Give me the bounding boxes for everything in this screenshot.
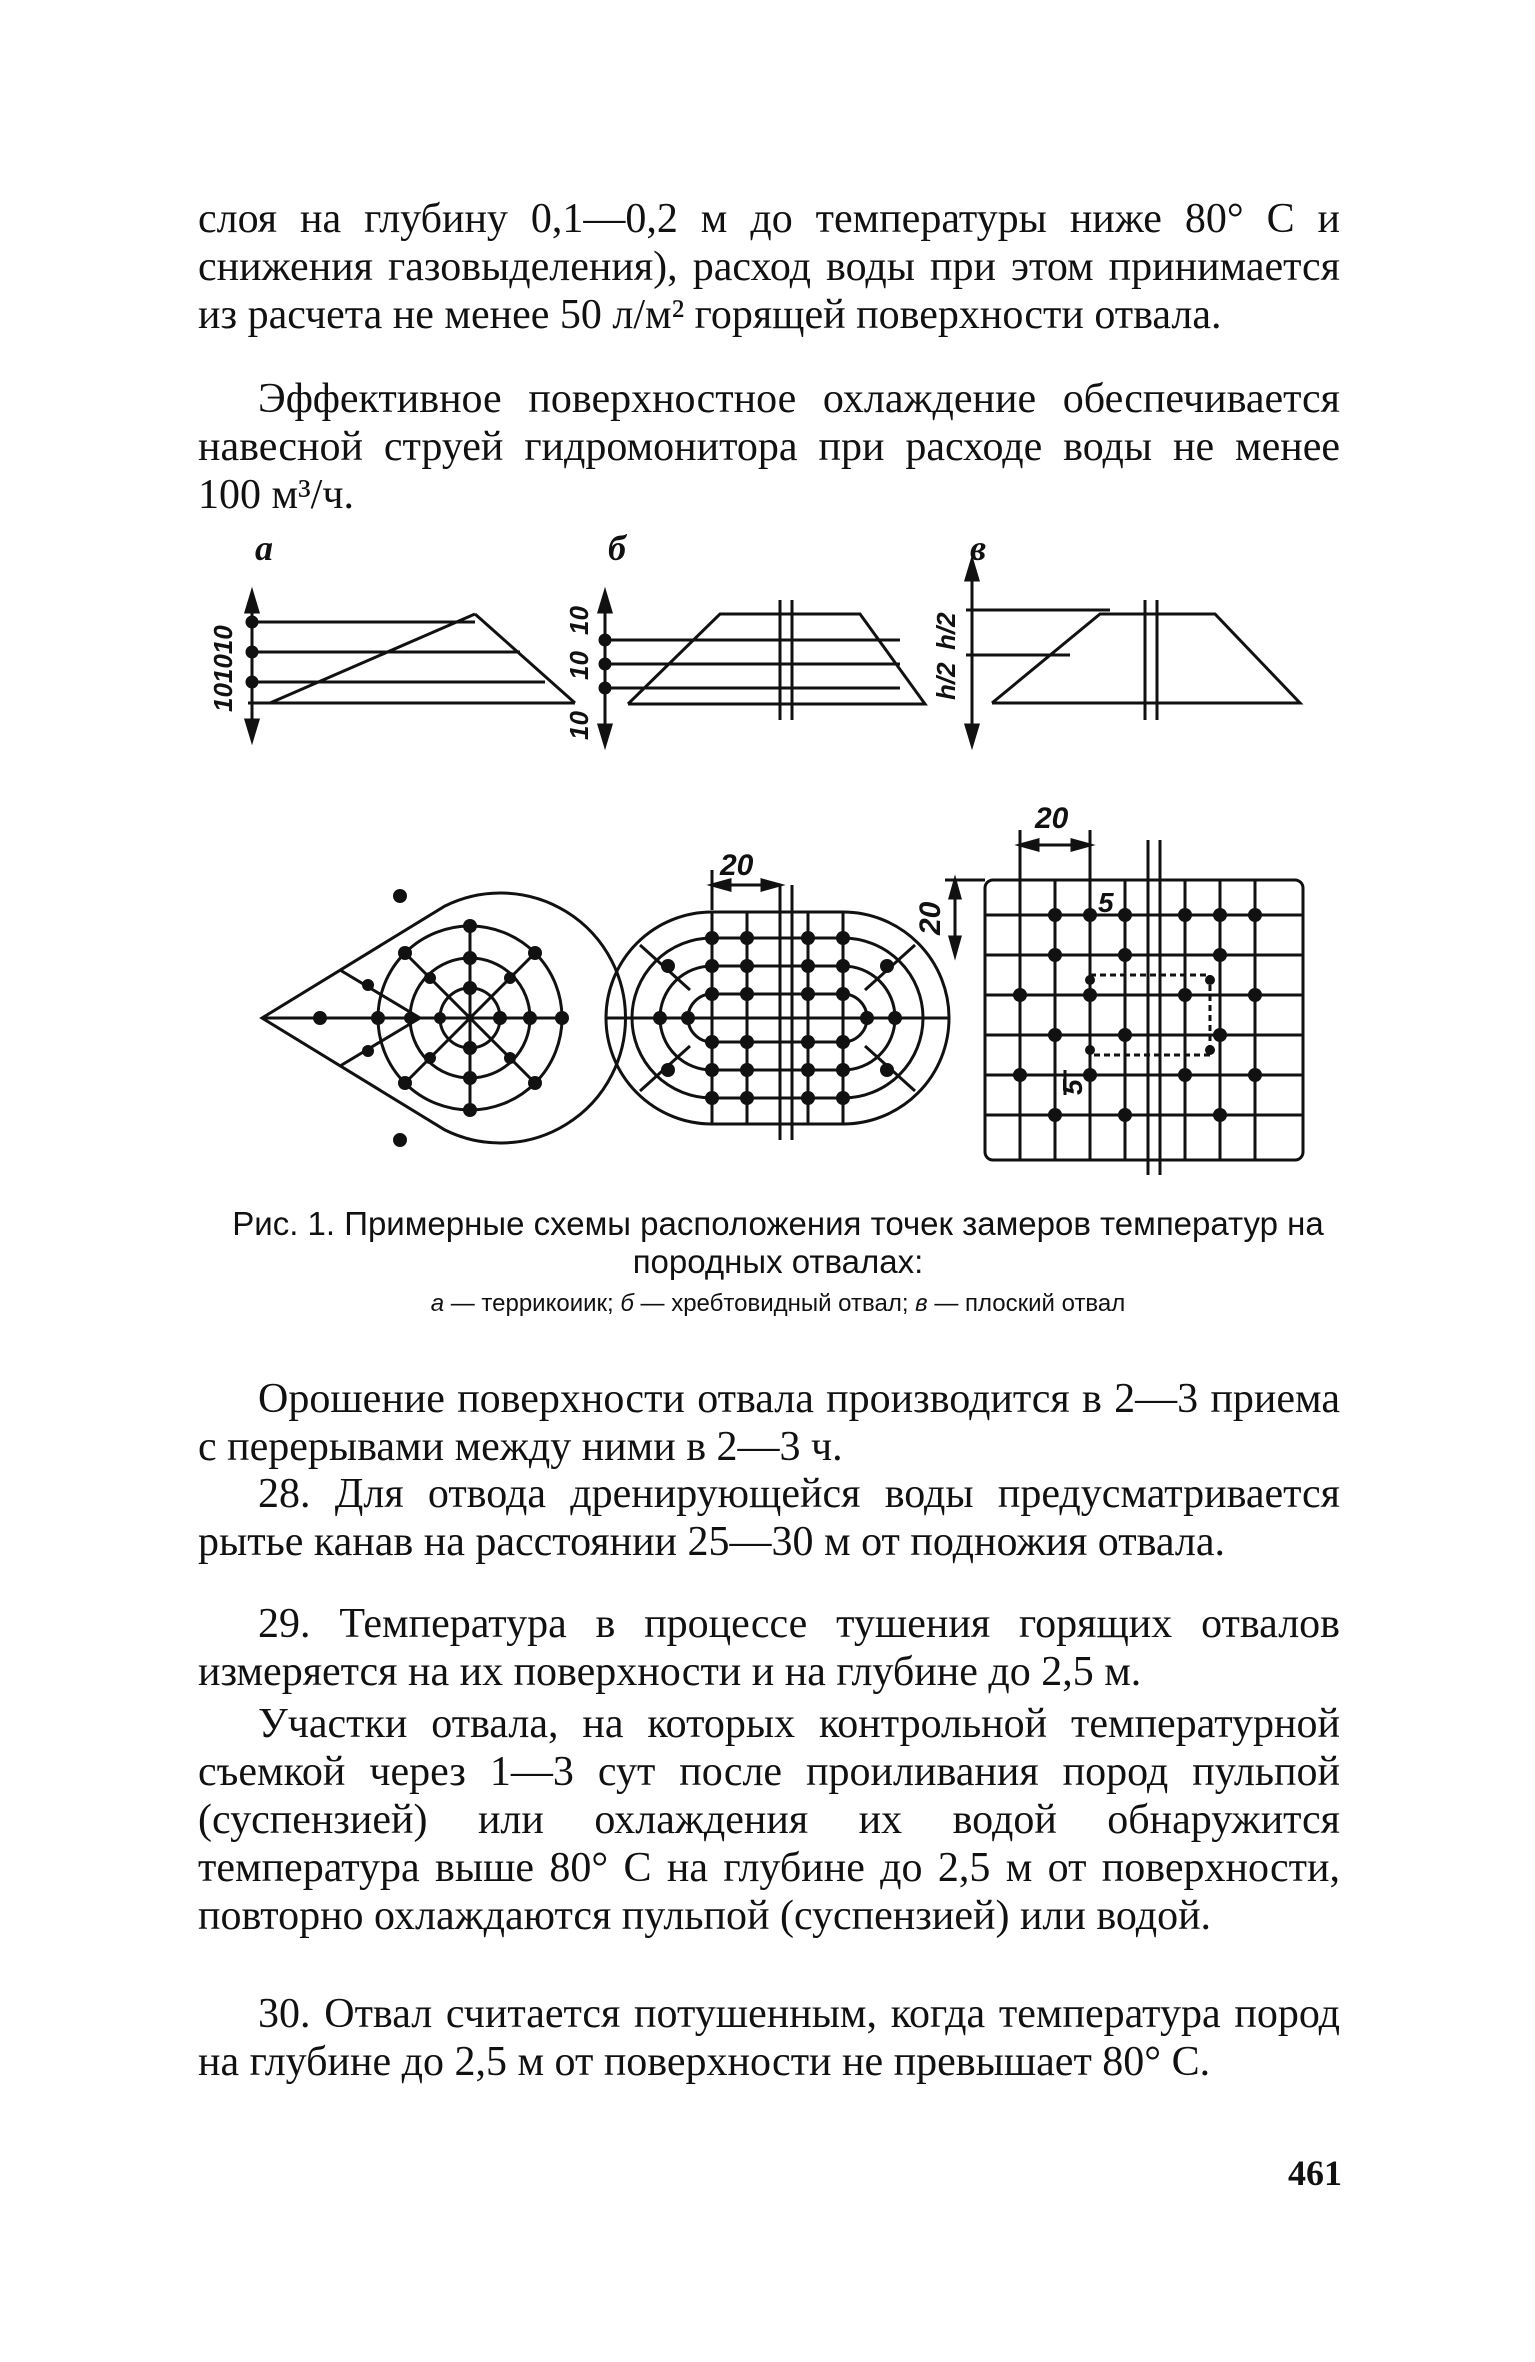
paragraph-irrigation-text: Орошение поверхности отвала производится в 2—3 приема с перерывами между ними в 2—3 ч. [198,1376,1340,1470]
paragraph-sections [198,1700,1340,1940]
paragraph-sections-text: Участки отвала, на которых контрольной температурной съемкой через 1—3 сут после проиливания пород пульпой (суспензией) или охлаждения их водой обнаружится температура выше 80° С на глубине до 2,5 м от поверхности, повторно охлаждаются пульпой (суспензией) или водой. [198,1701,1340,1939]
legend-b-key: б [620,1290,634,1317]
label-v: в [970,528,987,568]
legend-a-key: а [430,1290,445,1317]
dim-v-h2-2: h/2 [931,662,961,700]
dim-v-h2-1: h/2 [931,612,961,650]
paragraph-28 [198,1470,1340,1566]
paragraph-29-text: 29. Температура в процессе тушения горящих отвалов измеряется на их поверхности и на глубине до 2,5 м. [198,1601,1340,1695]
legend-v: — плоский отвал [927,1290,1126,1317]
dim-v-20-side: 20 [914,901,947,935]
figure-caption: Рис. 1. Примерные схемы расположения точек замеров температур на породных отвалах: [232,1205,1324,1280]
dim-b-20: 20 [720,849,754,882]
legend-a: — террикоиик; [444,1290,621,1317]
paragraph-30-text: 30. Отвал считается потушенным, когда температура пород на глубине до 2,5 м от поверхности не превышает 80° С. [198,1991,1340,2085]
figure-legend [218,1290,1338,1318]
dim-v-5-top: 5 [1098,887,1114,918]
profile-v-flat [966,560,1300,745]
plan-b-ridge [606,870,949,1140]
paragraph-continued: слоя на глубину 0,1—0,2 м до температуры ниже 80° С и снижения газовыделения), расход воды при этом принимается из расчета не менее 50 л/м² горящей поверхности отвала. [198,196,1340,338]
dim-b-10-2: 10 [564,651,594,680]
page-number: 461 [1288,2153,1342,2193]
dim-b-10-1: 10 [564,606,594,635]
plan-a-terrikonik [262,889,626,1147]
plan-v-points [1013,908,1262,1122]
paragraph-irrigation [198,1375,1340,1471]
legend-b: — хребтовидный отвал; [633,1290,916,1317]
plan-v-flat [945,830,1303,1175]
paragraph-28-text: 28. Для отвода дренирующейся воды предусматривается рытье канав на расстоянии 25—30 м от подножия отвала. [198,1471,1340,1565]
dim-v-20-top: 20 [1035,802,1069,835]
profile-b-ridge [599,592,925,745]
paragraph-29 [198,1600,1340,1696]
dim-b-10-3: 10 [564,711,594,740]
label-a: а [255,528,273,568]
dim-a-101010: 101010 [208,625,238,712]
label-b: б [608,528,626,568]
paragraph-cooling-text: Эффективное поверхностное охлаждение обеспечивается навесной струей гидромонитора при расходе воды не менее 100 м³/ч. [198,376,1340,518]
dim-v-5-side: 5 [1057,1079,1088,1095]
profile-a-terrikonik [246,592,575,740]
legend-v-key: в [915,1290,928,1317]
paragraph-30 [198,1990,1340,2086]
